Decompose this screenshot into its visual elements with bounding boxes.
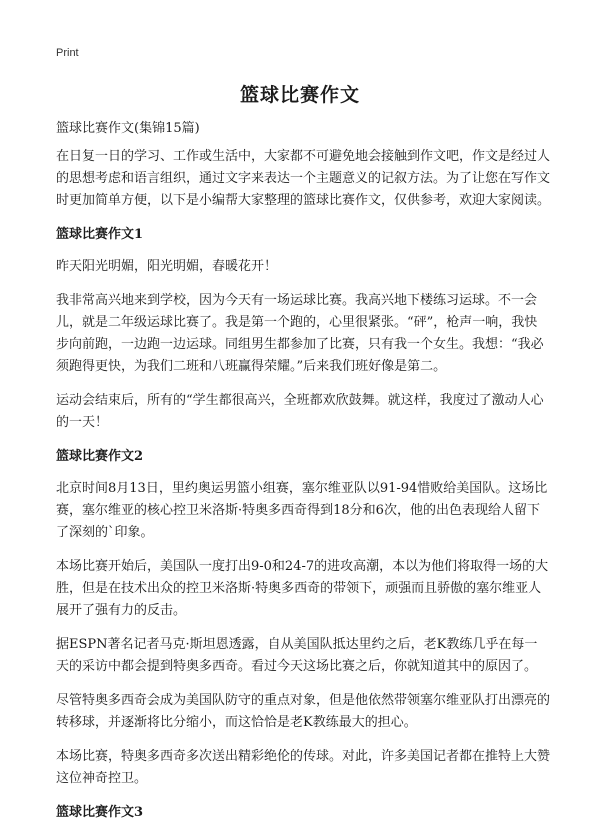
- section-1-paragraph: 运动会结束后，所有的“学生都很高兴，全班都欢欣鼓舞。就这样，我度过了激动人心的一天！: [56, 393, 544, 430]
- section-2-paragraph: 本场比赛开始后，美国队一度打出9-0和24-7的进攻高潮，本以为他们将取得一场的大胜，但是在技术出众的控卫米洛斯·特奥多西奇的带领下，顽强而且骄傲的塞尔维亚人展开了强有力的反击。: [56, 559, 549, 618]
- section-2-paragraph: 本场比赛，特奥多西奇多次送出精彩绝伦的传球。对此，许多美国记者都在推特上大赞这位神奇控卫。: [56, 749, 551, 786]
- section-2-paragraph: 北京时间8月13日，里约奥运男篮小组赛，塞尔维亚队以91-94惜败给美国队。这场比赛，塞尔维亚的核心控卫米洛斯·特奥多西奇得到18分和6次，他的出色表现给人留下了深刻的`印象。: [56, 481, 548, 540]
- intro-paragraph: 在日复一日的学习、工作或生活中，大家都不可避免地会接触到作文吧，作文是经过人的思想考虑和语言组织，通过文字来表达一个主题意义的记叙方法。为了让您在写作文时更加简单方便，以下是小编帮大家整理的篮球比赛作文，仅供参考，欢迎大家阅读。: [56, 149, 551, 208]
- section-1-paragraph: 昨天阳光明媚，阳光明媚，春暖花开！: [56, 259, 278, 274]
- section-heading-1: 篮球比赛作文1: [56, 227, 144, 242]
- section-heading-3: 篮球比赛作文3: [56, 805, 144, 820]
- article-body: [56, 118, 550, 834]
- section-2-paragraph: 据ESPN著名记者马克·斯坦恩透露，自从美国队抵达里约之后，老K教练几乎在每一天的采访中都会提到特奥多西奇。看过今天这场比赛之后，你就知道其中的原因了。: [56, 637, 538, 674]
- section-2-paragraph: 尽管特奥多西奇会成为美国队防守的重点对象，但是他依然带领塞尔维亚队打出漂亮的转移球，并逐渐将比分缩小，而这恰恰是老K教练最大的担心。: [56, 693, 551, 730]
- document-title: 篮球比赛作文: [239, 84, 360, 106]
- section-1-paragraph: 我非常高兴地来到学校，因为今天有一场运球比赛。我高兴地下楼练习运球。不一会儿，就是二年级运球比赛了。我是第一个跑的，心里很紧张。“砰”，枪声一响，我快步向前跑，一边跑一边运球。同组男生都参加了比赛，只有我一个女生。我想：“我必须跑得更快，为我们二班和八班赢得荣耀。”后来我们班好像是第二。: [56, 293, 544, 374]
- section-heading-2: 篮球比赛作文2: [56, 449, 144, 464]
- print-link[interactable]: Print: [56, 47, 79, 59]
- document-subtitle: 篮球比赛作文(集锦15篇): [56, 121, 200, 136]
